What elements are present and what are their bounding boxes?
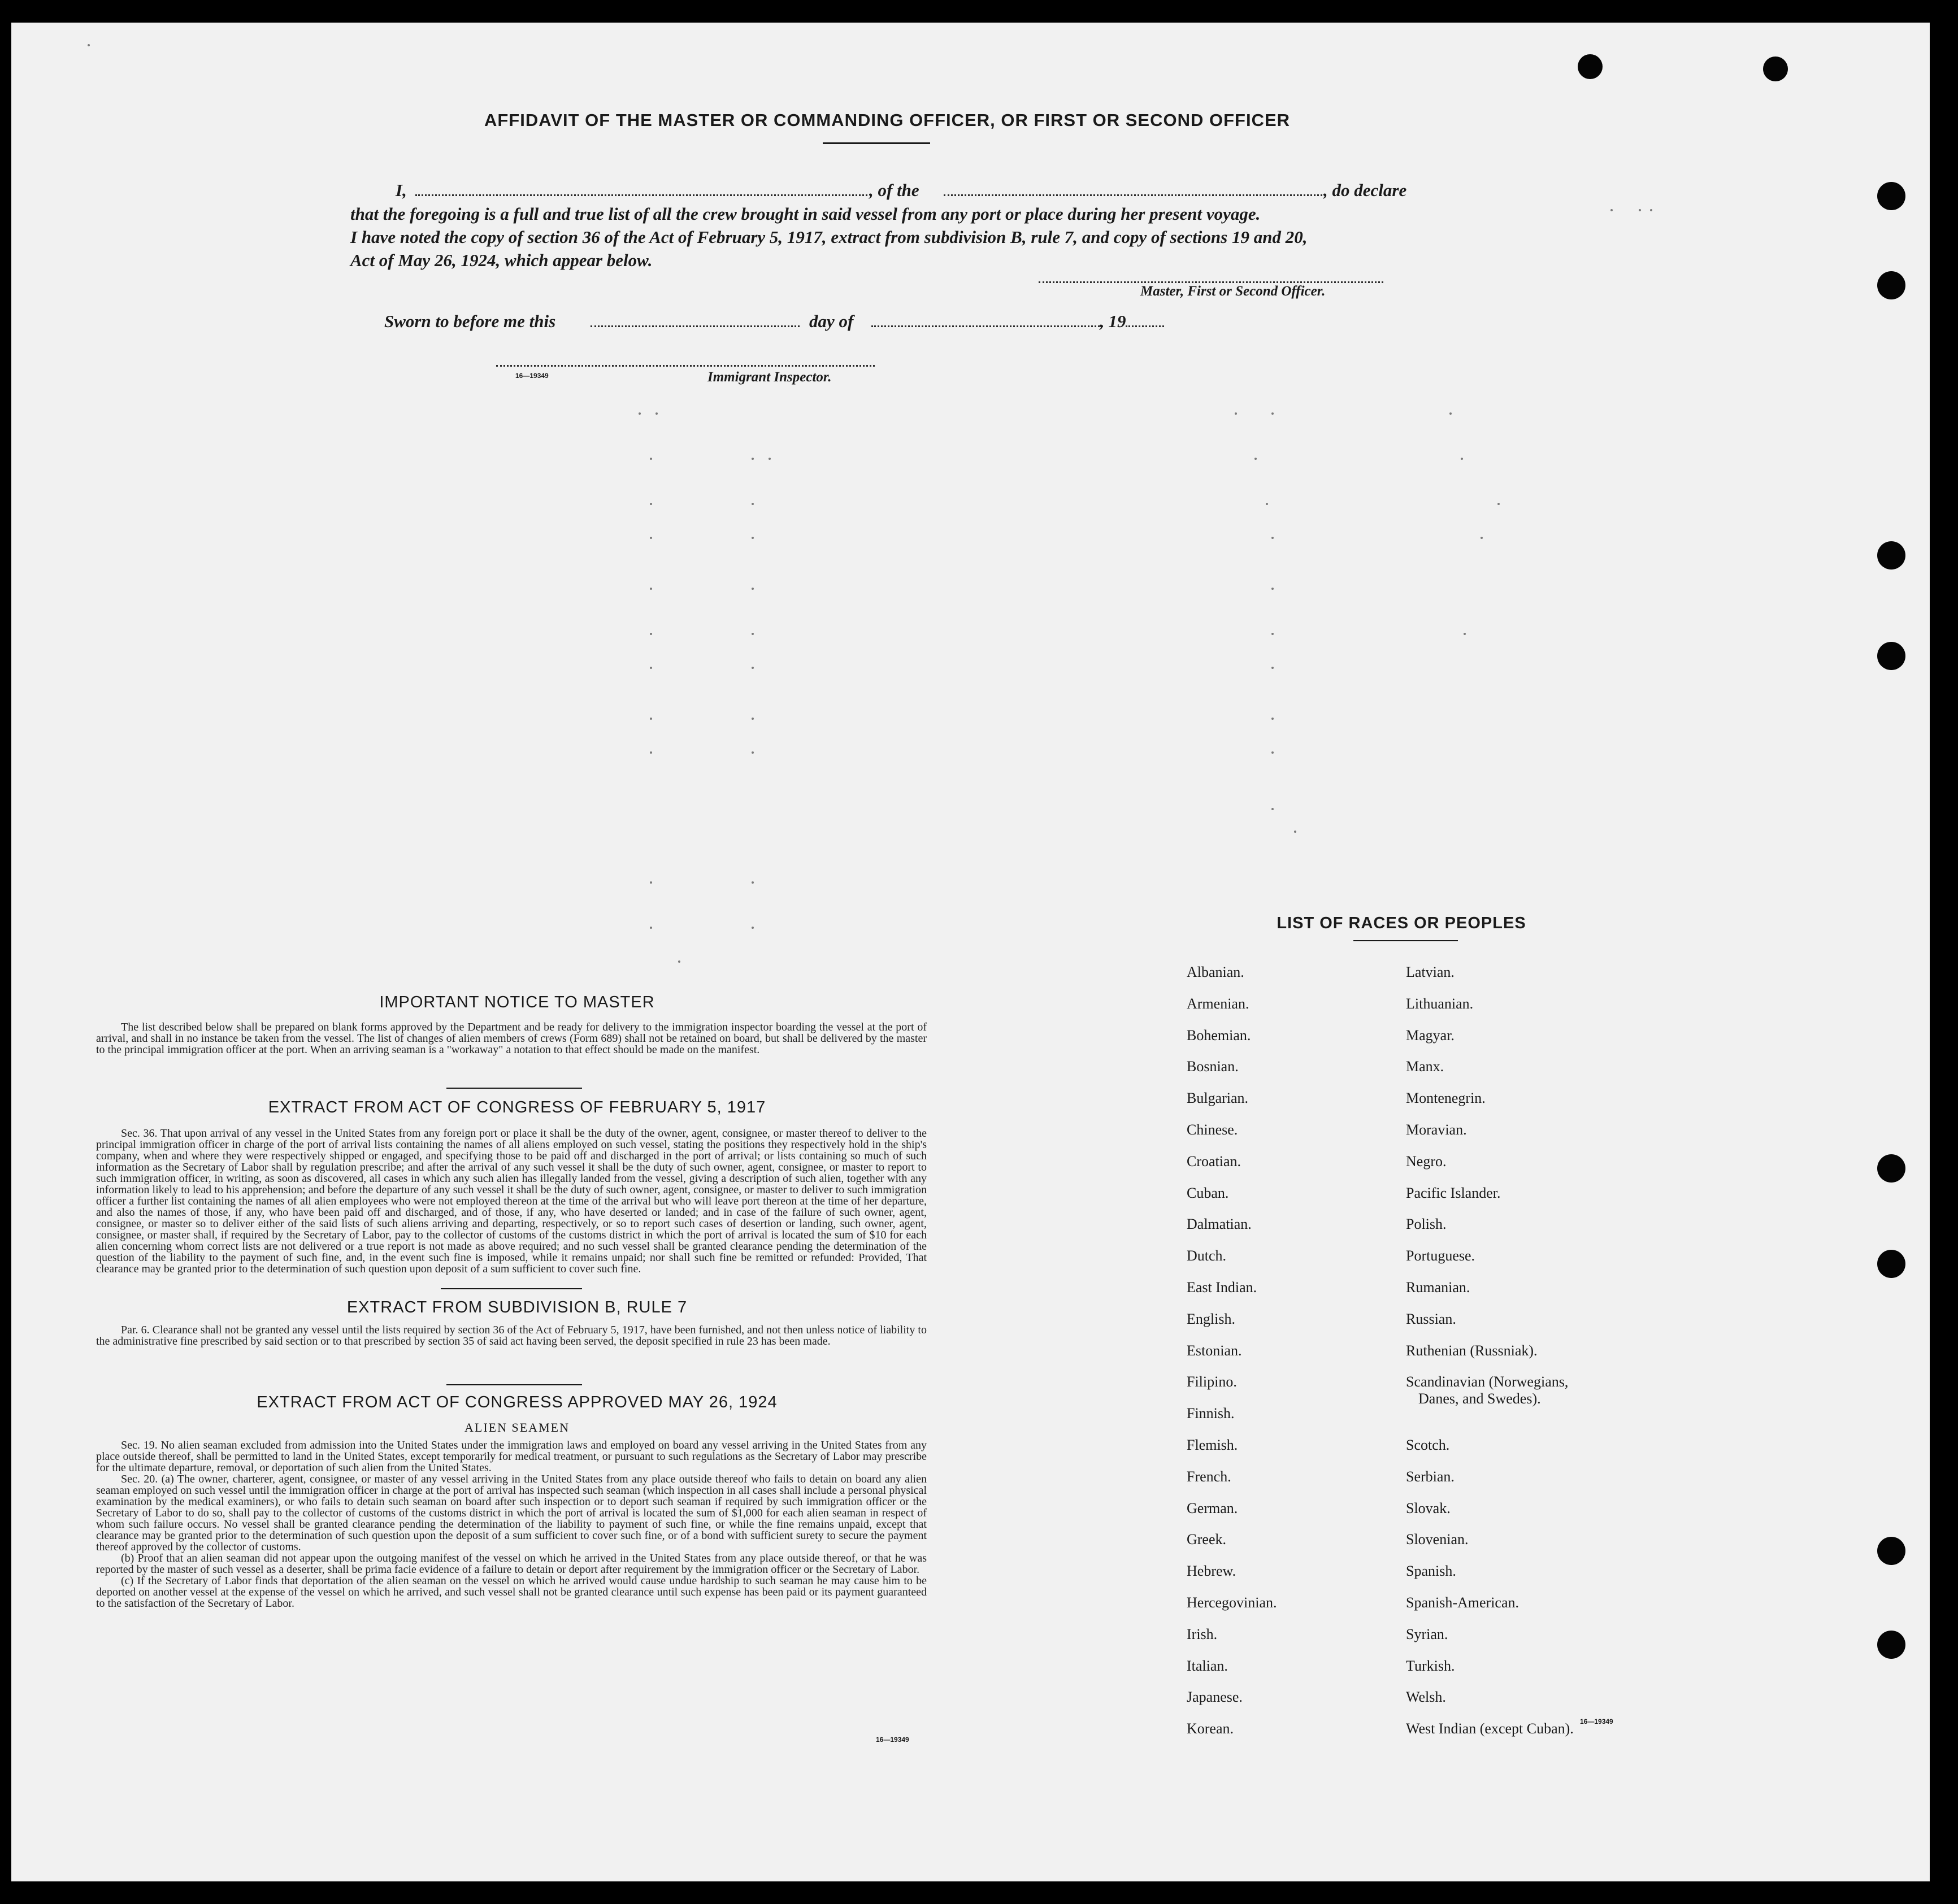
inspector-label: Immigrant Inspector.: [707, 370, 832, 385]
vessel-field[interactable]: [944, 194, 1322, 196]
race-item: Estonian.: [1187, 1342, 1242, 1359]
race-item: Chinese.: [1187, 1121, 1238, 1138]
race-item: Serbian.: [1406, 1468, 1455, 1485]
rule7-text: [96, 1324, 927, 1347]
race-item-line: Danes, and Swedes).: [1418, 1390, 1541, 1407]
race-item: Hebrew.: [1187, 1563, 1236, 1580]
master-signature-field[interactable]: [1039, 281, 1383, 283]
race-item: Welsh.: [1406, 1689, 1446, 1706]
sworn-line: [384, 310, 1175, 334]
master-signature-label: Master, First or Second Officer.: [1140, 284, 1326, 299]
race-item: East Indian.: [1187, 1279, 1257, 1296]
section-19-paragraph: Sec. 19. No alien seaman excluded from admission into the United States under the immigration laws and employed on board any vessel arriving in the United States from any place outside thereof, shall be permitted to land in the United States, except temporarily for medical treatment, or pursuant to such regulations as the Secretary of Labor may prescribe for the ultimate departure, removal, or deportation of such alien from the United States.: [96, 1439, 927, 1474]
race-item: Spanish-American.: [1406, 1594, 1519, 1611]
race-item: Magyar.: [1406, 1027, 1455, 1044]
paragraph-6: Par. 6. Clearance shall not be granted any vessel until the lists required by section 36 of the Act of February 5, 1917, have been furnished, and not then unless notice of liability to the administrative fine prescribed by said section or to that prescribed by section 35 of said act having been served, the deposit specified in rule 23 has been made.: [96, 1324, 927, 1347]
race-item: Dalmatian.: [1187, 1216, 1252, 1233]
race-item: Japanese.: [1187, 1689, 1243, 1706]
extract-1917-heading: EXTRACT FROM ACT OF CONGRESS OF FEBRUARY 5, 1917: [268, 1098, 766, 1116]
day-of-label: day of: [809, 311, 854, 331]
sworn-year-field[interactable]: [1126, 325, 1164, 327]
extract-1917-text: [96, 1128, 927, 1275]
declaration-text: [350, 202, 1447, 272]
extract-1924-text: [96, 1440, 927, 1609]
declaration-first-line: [350, 179, 1424, 203]
section-20b-paragraph: (b) Proof that an alien seaman did not appear upon the outgoing manifest of the vessel on which he arrived in the United States from any place outside thereof, or that he was reported by the master of such vessel as a deserter, shall be prima facie evidence of a failure to detain or deport after requirement by the immigration officer or the Secretary of Labor.: [96, 1552, 927, 1576]
section-divider: [446, 1088, 582, 1089]
race-item: Turkish.: [1406, 1657, 1455, 1674]
race-item: [1406, 1373, 1574, 1437]
race-item: Syrian.: [1406, 1625, 1448, 1642]
race-item: Portuguese.: [1406, 1247, 1475, 1264]
punch-hole: [1877, 1537, 1905, 1565]
race-item: Hercegovinian.: [1187, 1594, 1277, 1611]
punch-hole: [1877, 271, 1905, 299]
extract-1924-heading: EXTRACT FROM ACT OF CONGRESS APPROVED MAY 26, 1924: [257, 1393, 778, 1411]
race-item: Dutch.: [1187, 1247, 1227, 1264]
race-item: Polish.: [1406, 1216, 1447, 1233]
race-item: Bulgarian.: [1187, 1090, 1249, 1107]
race-item: Korean.: [1187, 1720, 1234, 1737]
race-item: Cuban.: [1187, 1184, 1229, 1201]
declaration-line: I have noted the copy of section 36 of the Act of February 5, 1917, extract from subdivision B, rule 7, and copy of sections 19 and 20,: [350, 227, 1308, 247]
race-item: Armenian.: [1187, 995, 1249, 1012]
section-20c-paragraph: (c) If the Secretary of Labor finds that deportation of the alien seaman on the vessel on which he arrived would cause undue hardship to such seaman he may cause him to be deported on another vessel at the expense of the vessel on which he arrived, and such vessel shall not be granted clearance until such expense has been paid or its payment guaranteed to the satisfaction of the Secretary of Labor.: [96, 1575, 927, 1610]
race-item: Flemish.: [1187, 1436, 1238, 1453]
sworn-label: Sworn to before me this: [384, 311, 556, 331]
race-item: Lithuanian.: [1406, 995, 1474, 1012]
affidavit-title: AFFIDAVIT OF THE MASTER OR COMMANDING OFFICER, OR FIRST OR SECOND OFFICER: [484, 110, 1291, 130]
race-item: Croatian.: [1187, 1153, 1241, 1170]
race-item: Rumanian.: [1406, 1279, 1470, 1296]
race-item: Montenegrin.: [1406, 1090, 1486, 1107]
race-item: Italian.: [1187, 1657, 1228, 1674]
race-item: Greek.: [1187, 1531, 1227, 1548]
title-rule: [823, 142, 930, 144]
races-heading-rule: [1353, 940, 1458, 941]
punch-hole: [1578, 54, 1603, 79]
race-item: Albanian.: [1187, 964, 1244, 980]
races-left-column: [1187, 964, 1277, 1752]
race-item: Manx.: [1406, 1058, 1444, 1075]
alien-seamen-subheading: ALIEN SEAMEN: [464, 1420, 570, 1434]
notice-heading: IMPORTANT NOTICE TO MASTER: [379, 993, 655, 1011]
name-field[interactable]: [415, 194, 867, 196]
do-declare-label: , do declare: [1323, 180, 1407, 200]
punch-hole: [1877, 541, 1905, 570]
form-number: 16—19349: [1580, 1718, 1613, 1725]
race-item: Russian.: [1406, 1310, 1456, 1327]
section-divider: [446, 1384, 582, 1385]
declaration-line: that the foregoing is a full and true list of all the crew brought in said vessel from any port or place during her present voyage.: [350, 204, 1261, 224]
race-item: West Indian (except Cuban).: [1406, 1720, 1574, 1737]
form-number: 16—19349: [876, 1736, 909, 1744]
race-item: Irish.: [1187, 1625, 1218, 1642]
punch-hole: [1877, 642, 1905, 670]
race-item: Finnish.: [1187, 1405, 1235, 1422]
race-item: Bosnian.: [1187, 1058, 1239, 1075]
i-label: I,: [396, 180, 407, 200]
notice-paragraph: The list described below shall be prepared on blank forms approved by the Department and be ready for delivery to the immigration inspector boarding the vessel at the port of arrival, and shall in no instance be taken from the vessel. The list of changes of alien members of crews (Form 689) shall not be retained on board, but shall be delivered by the master to the principal immigration officer at the port. When an arriving seaman is a "workaway" a notation to that effect should be made on the manifest.: [96, 1021, 927, 1056]
punch-hole: [1877, 1631, 1905, 1659]
race-item: Bohemian.: [1187, 1027, 1251, 1044]
race-item: English.: [1187, 1310, 1235, 1327]
punch-hole: [1763, 56, 1788, 81]
sworn-day-field[interactable]: [591, 325, 800, 327]
rule7-heading: EXTRACT FROM SUBDIVISION B, RULE 7: [346, 1298, 688, 1316]
punch-hole: [1877, 1250, 1905, 1278]
race-item: French.: [1187, 1468, 1231, 1485]
race-item: Slovak.: [1406, 1499, 1451, 1516]
section-divider: [441, 1288, 582, 1289]
year-label: , 19: [1100, 311, 1126, 331]
races-right-column: [1406, 964, 1574, 1752]
race-item-line: Scandinavian (Norwegians,: [1406, 1373, 1569, 1390]
punch-hole: [1877, 1154, 1905, 1183]
race-item: Moravian.: [1406, 1121, 1467, 1138]
declaration-line: Act of May 26, 1924, which appear below.: [350, 250, 653, 270]
form-sheet: [11, 23, 1930, 1881]
section-20a-paragraph: Sec. 20. (a) The owner, charterer, agent, consignee, or master of any vessel arriving in the United States from any place outside thereof who fails to detain on board any alien seaman employed on such vessel until the immigration officer in charge at the port of arrival has inspected such seaman (which inspection in all cases shall include a personal physical examination by the medical examiners), or who fails to detain such seaman on board after such inspection or to deport such seaman if required by such immigration officer or the Secretary of Labor to do so, shall pay to the collector of customs of the customs district in which the port of arrival is located the sum of $1,000 for each alien seaman in respect of whom such failure occurs. No vessel shall be granted clearance pending the determination of the liability to payment of such fine, or while the fine remains unpaid, except that clearance may be granted prior to the determination of such question upon the deposit of a sum sufficient to cover such fine, or of a bond with sufficient surety to secure the payment thereof approved by the collector of customs.: [96, 1473, 927, 1553]
race-item: Latvian.: [1406, 964, 1455, 980]
race-item: Ruthenian (Russniak).: [1406, 1342, 1538, 1359]
race-item: Negro.: [1406, 1153, 1447, 1170]
section-36-paragraph: Sec. 36. That upon arrival of any vessel in the United States from any foreign port or place it shall be the duty of the owner, agent, consignee, or master thereof to deliver to the principal immigration officer in charge of the port of arrival lists containing the names of all aliens employed on such vessel, stating the positions they respectively hold in the ship's company, when and where they were respectively shipped or engaged, and specifying those to be paid off and discharged in the port of arrival; or lists containing so much of such information as the Secretary of Labor shall by regulation prescribe; and after the arrival of any such vessel it shall be the duty of such owner, agent, consignee, or master to report to such immigration officer, in writing, as soon as discovered, all cases in which any such alien has illegally landed from the vessel, giving a description of such alien, together with any information likely to lead to his apprehension; and before the departure of any such vessel it shall be the duty of such owner, agent, consignee, or master to deliver to such immigration officer a further list containing the names of all alien employees who were not employed thereon at the time of the arrival but who will leave port thereon at the time of her departure, and also the names of those, if any, who have been paid off and discharged, and of those, if any, who have deserted or landed; and in case of the failure of such owner, agent, consignee, or master so to deliver either of the said lists of such aliens arriving and departing, respectively, or so to report such cases of desertion or landing, such owner, agent, consignee, or master shall, if required by the Secretary of Labor, pay to the collector of customs of the customs district in which the port of arrival is located the sum of $10 for each alien concerning whom correct lists are not delivered or a true report is not made as above required; and no such vessel shall be granted clearance pending the determination of the question of the liability to the payment of such fine, and, in the event such fine is imposed, while it remains unpaid; nor shall such fine be remitted or refunded: Provided, That clearance may be granted prior to the determination of such question upon deposit of a sum sufficient to cover such fine.: [96, 1127, 927, 1275]
race-item: German.: [1187, 1499, 1238, 1516]
notice-text: [96, 1021, 927, 1055]
race-item: Filipino.: [1187, 1373, 1237, 1390]
race-item: Spanish.: [1406, 1563, 1456, 1580]
race-item: Slovenian.: [1406, 1531, 1469, 1548]
punch-hole: [1877, 182, 1905, 210]
races-heading: LIST OF RACES OR PEOPLES: [1277, 914, 1526, 932]
form-number: 16—19349: [515, 372, 549, 380]
race-item: Scotch.: [1406, 1436, 1450, 1453]
inspector-signature-field[interactable]: [496, 365, 875, 367]
of-the-label: , of the: [869, 180, 919, 200]
sworn-month-field[interactable]: [871, 325, 1103, 327]
race-item: Pacific Islander.: [1406, 1184, 1501, 1201]
